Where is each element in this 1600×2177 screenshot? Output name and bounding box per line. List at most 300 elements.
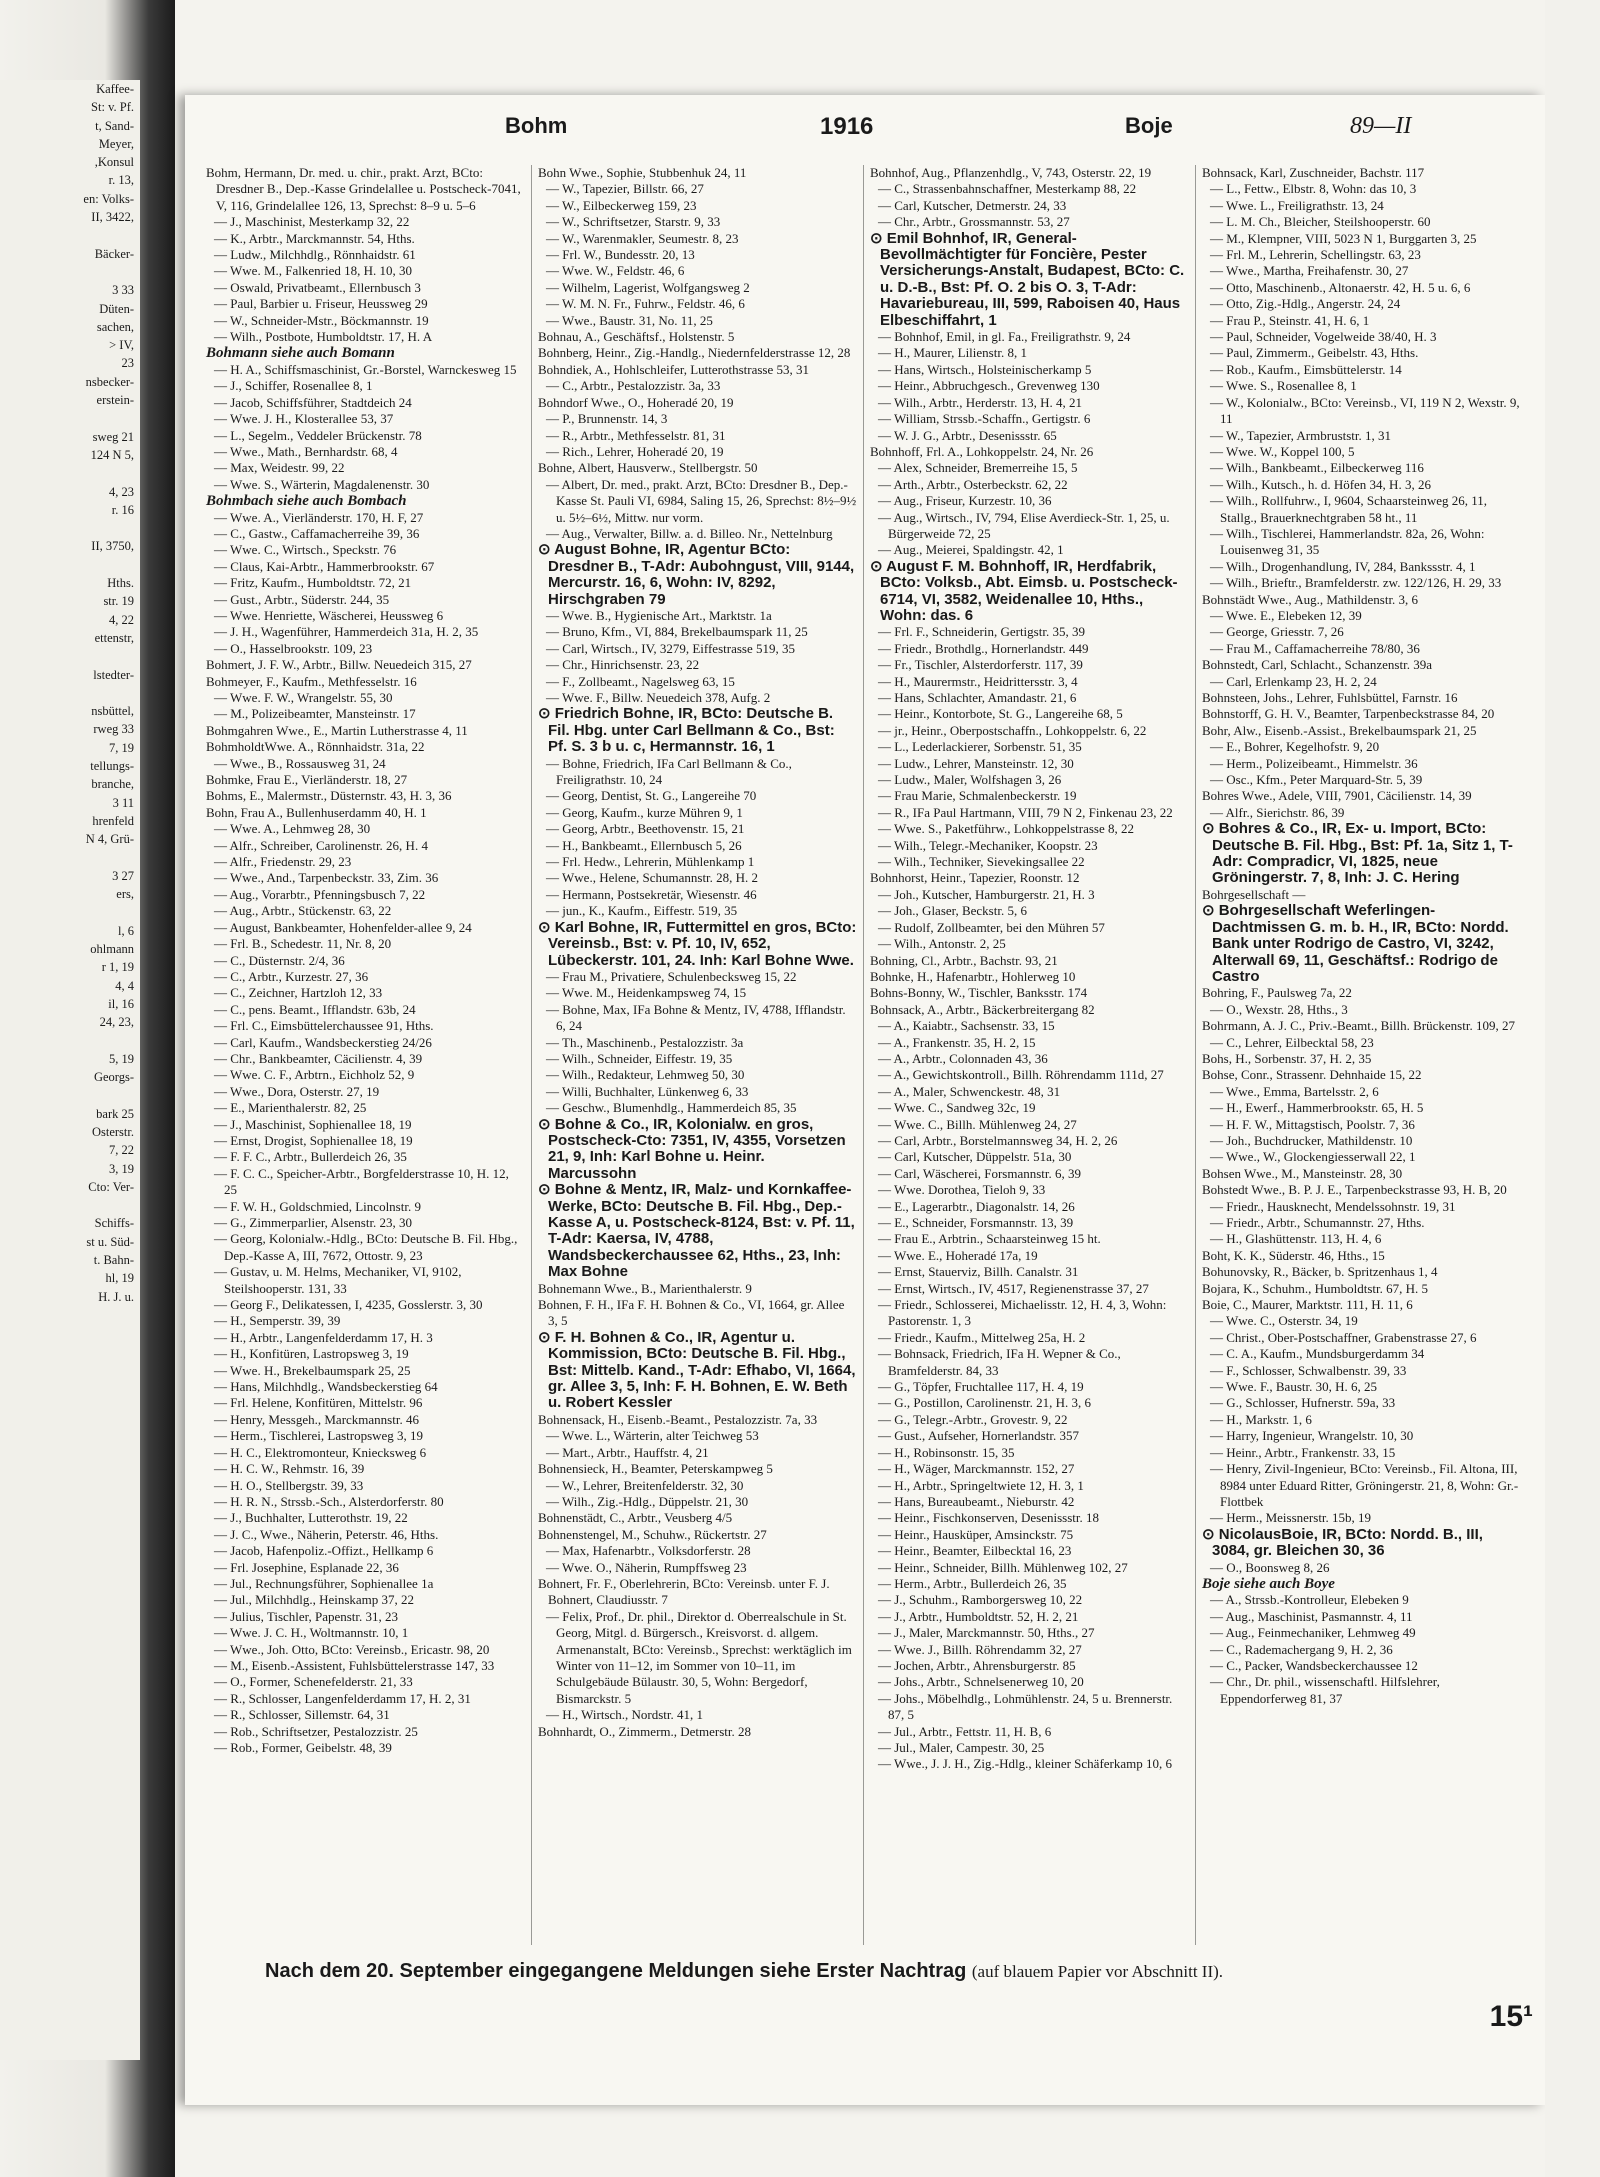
directory-entry: — H., Maurermstr., Heidrittersstr. 3, 4 bbox=[878, 673, 1078, 689]
directory-entry: — R., IFa Paul Hartmann, VIII, 79 N 2, Finkenau 23, 22 bbox=[878, 804, 1173, 820]
directory-entry: Bohring, F., Paulsweg 7a, 22 bbox=[1202, 985, 1352, 1001]
left-page-line: 3 11 bbox=[112, 795, 134, 810]
left-page-line bbox=[0, 464, 140, 482]
left-page-line: Cto: Ver- bbox=[88, 1179, 134, 1194]
directory-entry: — H. C., Elektromonteur, Kniecksweg 6 bbox=[214, 1444, 427, 1460]
directory-entry: — Wwe. C., Osterstr. 34, 19 bbox=[1210, 1313, 1358, 1329]
directory-entry: — Carl, Erlenkamp 23, H. 2, 24 bbox=[1210, 673, 1377, 689]
directory-entry: — Fritz, Kaufm., Humboldtstr. 72, 21 bbox=[214, 575, 412, 591]
directory-entry: — Alfr., Sierichstr. 86, 39 bbox=[1210, 804, 1345, 820]
left-page-line: N 4, Grü- bbox=[85, 832, 134, 847]
directory-entry: — Henry, Messgeh., Marckmannstr. 46 bbox=[214, 1411, 419, 1427]
directory-entry: — Wwe. F., Billw. Neuedeich 378, Aufg. 2 bbox=[546, 690, 771, 705]
directory-entry: — Ernst, Stauerviz, Billh. Canalstr. 31 bbox=[878, 1264, 1079, 1280]
left-page-line bbox=[0, 519, 140, 537]
directory-entry: — Frau M., Privatiere, Schulenbecksweg 15, 22 bbox=[546, 968, 797, 984]
directory-entry: ⊙ August Bohne, IR, Agentur BCto: Dresdner B., T-Adr: Aubohngust, VIII, 9144, Mercurstr. 16, 6, Wohn: IV, 8292, Hirschgraben 79 bbox=[538, 541, 855, 608]
directory-entry: — Wwe. W., Koppel 100, 5 bbox=[1210, 443, 1355, 459]
directory-entry: — William, Strssb.-Schaffn., Gertigstr. 6 bbox=[878, 411, 1091, 427]
directory-entry: — Carl, Kutscher, Detmerstr. 24, 33 bbox=[878, 197, 1067, 213]
left-page-line: Hths. bbox=[107, 576, 134, 591]
directory-entry: — R., Schlosser, Sillemstr. 64, 31 bbox=[214, 1707, 390, 1723]
running-header bbox=[200, 113, 1530, 153]
directory-entry: — Christ., Ober-Postschaffner, Grabenstrasse 27, 6 bbox=[1210, 1329, 1477, 1345]
directory-entry: — Wilh., Postbote, Humboldtstr. 17, H. A bbox=[214, 329, 433, 345]
directory-entry: — Alfr., Schreiber, Carolinenstr. 26, H. 4 bbox=[214, 837, 428, 853]
directory-entry: ⊙ Karl Bohne, IR, Futtermittel en gros, BCto: Vereinsb., Bst: v. Pf. 10, IV, 652, Lübeckerstr. 101, 24. Inh: Karl Bohne Wwe. bbox=[538, 918, 857, 969]
directory-entry: — H. F. W., Mittagstisch, Poolstr. 7, 36 bbox=[1210, 1116, 1415, 1132]
directory-entry: — Paul, Schneider, Vogelweide 38/40, H. 3 bbox=[1210, 329, 1437, 345]
directory-entry: — Frl. W., Bundesstr. 20, 13 bbox=[546, 247, 695, 263]
directory-entry: — Georg, Kolonialw.-Hdlg., BCto: Deutsche B. Fil. Hbg., Dep.-Kasse A, III, 7672, Ottostr. 9, 23 bbox=[214, 1231, 518, 1263]
directory-entry: — J., Arbtr., Humboldtstr. 52, H. 2, 21 bbox=[878, 1608, 1079, 1624]
directory-entry: — Geschw., Blumenhdlg., Hammerdeich 85, 35 bbox=[546, 1100, 797, 1116]
directory-entry: — Wwe. A., Vierländerstr. 170, H. F, 27 bbox=[214, 509, 424, 525]
directory-entry: — J. C., Wwe., Näherin, Peterstr. 46, Hths. bbox=[214, 1526, 439, 1542]
directory-entry: — Wilhelm, Lagerist, Wolfgangsweg 2 bbox=[546, 279, 750, 295]
directory-entry: Bohn Wwe., Sophie, Stubbenhuk 24, 11 bbox=[538, 165, 747, 180]
left-page-line: l, 6 bbox=[118, 923, 134, 938]
directory-entry: — M., Polizeibeamter, Mansteinstr. 17 bbox=[214, 706, 416, 722]
directory-entry: Bohnsteen, Johs., Lehrer, Fuhlsbüttel, Farnstr. 16 bbox=[1202, 690, 1458, 705]
directory-entry: — W., Tapezier, Billstr. 66, 27 bbox=[546, 181, 704, 197]
directory-entry: Boie, C., Maurer, Marktstr. 111, H. 11, 6 bbox=[1202, 1297, 1413, 1313]
directory-entry: Bohns-Bonny, W., Tischler, Banksstr. 174 bbox=[870, 985, 1088, 1001]
directory-entry: — Ludw., Lehrer, Mansteinstr. 12, 30 bbox=[878, 755, 1074, 771]
directory-entry: — Wwe., B., Rossausweg 31, 24 bbox=[214, 755, 386, 771]
left-page-line: 5, 19 bbox=[109, 1051, 134, 1066]
directory-entry: — Hans, Milchhdlg., Wandsbeckerstieg 64 bbox=[214, 1379, 438, 1395]
left-page-line: Kaffee- bbox=[96, 82, 134, 96]
directory-entry: — H., Ewerf., Hammerbrookstr. 65, H. 5 bbox=[1210, 1100, 1424, 1116]
directory-entry: — Julius, Tischler, Papenstr. 31, 23 bbox=[214, 1608, 399, 1624]
directory-entry: — Wwe. J. H., Klosterallee 53, 37 bbox=[214, 411, 394, 427]
directory-entry: — Georg, Arbtr., Beethovenstr. 15, 21 bbox=[546, 821, 745, 837]
directory-entry: — Bruno, Kfm., VI, 884, Brekelbaumspark 11, 25 bbox=[546, 624, 808, 640]
left-page-line: tellungs- bbox=[90, 758, 134, 773]
directory-entry: — Fr., Tischler, Alsterdorferstr. 117, 39 bbox=[878, 657, 1083, 673]
directory-entry: Bohmke, Frau E., Vierländerstr. 18, 27 bbox=[206, 772, 408, 788]
directory-entry: — Hans, Schlachter, Amandastr. 21, 6 bbox=[878, 690, 1077, 705]
directory-entry: — Bohnsack, Friedrich, IFa H. Wepner & Co., Bramfelderstr. 84, 33 bbox=[878, 1346, 1121, 1378]
directory-entry: — Jul., Arbtr., Fettstr. 11, H. B, 6 bbox=[878, 1723, 1052, 1739]
directory-entry: — Wilh., Techniker, Sievekingsallee 22 bbox=[878, 854, 1085, 870]
directory-entry: — Heinr., Beamter, Eilbecktal 16, 23 bbox=[878, 1543, 1072, 1559]
left-page-line: sachen, bbox=[96, 319, 134, 334]
directory-entry: Bohmeyer, F., Kaufm., Methfesselstr. 16 bbox=[206, 673, 417, 689]
directory-entry: — Hermann, Postsekretär, Wiesenstr. 46 bbox=[546, 886, 757, 902]
directory-entry: — Th., Maschinenb., Pestalozzistr. 3a bbox=[546, 1034, 744, 1050]
directory-entry: — Wwe. C., Sandweg 32c, 19 bbox=[878, 1100, 1036, 1116]
directory-entry: — Albert, Dr. med., prakt. Arzt, BCto: Dresdner B., Dep.-Kasse St. Pauli VI, 6984, Saling 15, 26, Sprechst: 8½–9½ u. 5½–6½, Mittw. nur vorm. bbox=[546, 476, 857, 525]
directory-entry: — K., Arbtr., Marckmannstr. 54, Hths. bbox=[214, 230, 415, 246]
directory-entry: Bohs, H., Sorbenstr. 37, H. 2, 35 bbox=[1202, 1050, 1372, 1066]
directory-entry: Bohstedt Wwe., B. P. J. E., Tarpenbeckstrasse 93, H. B, 20 bbox=[1202, 1182, 1507, 1198]
directory-entry: — Heinr., Abbruchgesch., Grevenweg 130 bbox=[878, 378, 1100, 394]
directory-entry: — C. A., Kaufm., Mundsburgerdamm 34 bbox=[1210, 1346, 1425, 1362]
directory-entry: Bohnstorff, G. H. V., Beamter, Tarpenbeckstrasse 84, 20 bbox=[1202, 706, 1495, 722]
directory-entry: — Henry, Zivil-Ingenieur, BCto: Vereinsb., Fil. Altona, III, 8984 unter Eduard Ritter, Gröningerstr. 21, 8, Wohn: Gr.-Flottbek bbox=[1210, 1461, 1519, 1509]
directory-entry: — Ernst, Wirtsch., IV, 4517, Regienenstrasse 37, 27 bbox=[878, 1280, 1149, 1296]
directory-entry: — Wilh., Redakteur, Lehmweg 50, 30 bbox=[546, 1067, 745, 1083]
directory-entry: ⊙ Bohne & Mentz, IR, Malz- und Kornkaffee-Werke, BCto: Deutsche B. Fil. Hbg., Dep.-Kasse A, u. Postscheck-8124, Bst: v. Pf. 11, T-Adr: Kaersa, IV, 4788, Wandsbeckerchaussee 62, Hths., 23, Inh: Max Bohne bbox=[538, 1181, 855, 1281]
directory-entry: — H., Wirtsch., Nordstr. 41, 1 bbox=[546, 1707, 704, 1723]
directory-entry: — W., Warenmakler, Seumestr. 8, 23 bbox=[546, 230, 739, 246]
left-page-line: Osterstr. bbox=[91, 1124, 134, 1139]
directory-entry: Bohnhoff, Frl. A., Lohkoppelstr. 24, Nr. 26 bbox=[870, 443, 1094, 459]
directory-entry: — Jacob, Schiffsführer, Stadtdeich 24 bbox=[214, 394, 412, 410]
left-page-line: st u. Süd- bbox=[86, 1234, 134, 1249]
directory-entry: Bohnberg, Heinr., Zig.-Handlg., Niedernfelderstrasse 12, 28 bbox=[538, 345, 851, 361]
directory-entry: — Alex, Schneider, Bremerreihe 15, 5 bbox=[878, 460, 1078, 476]
left-page-line bbox=[0, 226, 140, 244]
directory-entry: — Wwe., Math., Bernhardstr. 68, 4 bbox=[214, 443, 398, 459]
directory-entry: — Wwe. J., Billh. Röhrendamm 32, 27 bbox=[878, 1641, 1082, 1657]
directory-entry: — L., Lederlackierer, Sorbenstr. 51, 35 bbox=[878, 739, 1082, 755]
directory-entry: BohmholdtWwe. A., Rönnhaidstr. 31a, 22 bbox=[206, 739, 425, 755]
directory-entry: — J., Schiffer, Rosenallee 8, 1 bbox=[214, 378, 373, 394]
directory-entry: Bohunovsky, R., Bäcker, b. Spritzenhaus 1, 4 bbox=[1202, 1264, 1438, 1280]
directory-entry: — M., Eisenb.-Assistent, Fuhlsbüttelerstrasse 147, 33 bbox=[214, 1657, 495, 1673]
directory-entry: — A., Strssb.-Kontrolleur, Elebeken 9 bbox=[1210, 1592, 1409, 1608]
left-page-line: 24, 23, bbox=[99, 1015, 134, 1030]
directory-entry: Bohnensieck, H., Beamter, Peterskampweg 5 bbox=[538, 1461, 773, 1477]
directory-entry: — H., Semperstr. 39, 39 bbox=[214, 1313, 341, 1329]
directory-entry: Bohnensack, H., Eisenb.-Beamt., Pestalozzistr. 7a, 33 bbox=[538, 1411, 818, 1427]
directory-entry: — E., Bohrer, Kegelhofstr. 9, 20 bbox=[1210, 739, 1380, 755]
directory-entry: — Ludw., Maler, Wolfshagen 3, 26 bbox=[878, 772, 1062, 788]
directory-entry: — Ernst, Drogist, Sophienallee 18, 19 bbox=[214, 1132, 413, 1148]
directory-entry: — A., Frankenstr. 35, H. 2, 15 bbox=[878, 1034, 1036, 1050]
directory-entry: — Jochen, Arbtr., Ahrensburgerstr. 85 bbox=[878, 1657, 1076, 1673]
left-page-line: r. 13, bbox=[108, 173, 134, 188]
directory-entry: — Jul., Milchhdlg., Heinskamp 37, 22 bbox=[214, 1592, 415, 1608]
directory-entry: — O., Hasselbrookstr. 109, 23 bbox=[214, 640, 373, 656]
directory-entry: — R., Schlosser, Langenfelderdamm 17, H. 2, 31 bbox=[214, 1690, 471, 1706]
directory-entry: Bohm, Hermann, Dr. med. u. chir., prakt. Arzt, BCto: Dresdner B., Dep.-Kasse Grindelallee u. Postscheck-7041, V, 116, Grindelallee 126, 13, Sprechst: 8–9 u. 5–6 bbox=[206, 165, 521, 213]
directory-entry: — A., Gewichtskontroll., Billh. Röhrendamm 111d, 27 bbox=[878, 1067, 1164, 1083]
directory-entry: — W., Lehrer, Breitenfelderstr. 32, 30 bbox=[546, 1477, 744, 1493]
directory-entry: — C., Gastw., Caffamacherreihe 39, 36 bbox=[214, 525, 420, 541]
binding-gutter bbox=[0, 0, 175, 2177]
left-page-line: H. J. u. bbox=[98, 1289, 134, 1304]
left-page-line: St: v. Pf. bbox=[91, 100, 134, 115]
directory-entry: — H., Konfitüren, Lastropsweg 3, 19 bbox=[214, 1346, 409, 1362]
left-page-line: rweg 33 bbox=[93, 722, 134, 737]
directory-entry: — H. A., Schiffsmaschinist, Gr.-Borstel, Warnckesweg 15 bbox=[214, 361, 517, 377]
directory-entry: — O., Boonsweg 8, 26 bbox=[1210, 1559, 1330, 1575]
directory-entry: — C., pens. Beamt., Ifflandstr. 63b, 24 bbox=[214, 1001, 416, 1017]
directory-entry: — Georg, Kaufm., kurze Mühren 9, 1 bbox=[546, 804, 743, 820]
left-page-line bbox=[0, 647, 140, 665]
directory-entry: — Wwe. J. C. H., Woltmannstr. 10, 1 bbox=[214, 1625, 409, 1641]
directory-entry: Bohrmann, A. J. C., Priv.-Beamt., Billh. Brückenstr. 109, 27 bbox=[1202, 1018, 1515, 1034]
directory-entry: — W. J. G., Arbtr., Desenissstr. 65 bbox=[878, 427, 1057, 443]
directory-entry: — F. F. C., Arbtr., Bullerdeich 26, 35 bbox=[214, 1149, 407, 1165]
left-page-line: il, 16 bbox=[108, 996, 134, 1011]
directory-entry: Bohmann siehe auch Bomann bbox=[206, 345, 395, 362]
directory-entry: — Felix, Prof., Dr. phil., Direktor d. Oberrealschule in St. Georg, Mitgl. d. Bürgersch., Kreisvorst. d. allgem. Armenanstalt, BCto: Vereinsb., Sprechst: werktäglich im Winter von 11–12, im Sommer von 10–11, im Schulgebäude Bülaustr. 30, 5, Wohn: Bergedorf, Bismarckstr. 5 bbox=[546, 1608, 852, 1706]
directory-entry: — Wilh., Tischlerei, Hammerlandstr. 82a, 26, Wohn: Louisenweg 31, 35 bbox=[1210, 525, 1485, 558]
directory-entry: ⊙ Bohrgesellschaft Weferlingen-Dachtmissen G. m. b. H., IR, BCto: Nordd. Bank unter Rodrigo de Castro, VI, 3242, Alterwall 69, 11, Geschäftsf.: Rodrigo de Castro bbox=[1202, 902, 1509, 985]
directory-entry: — Oswald, Privatbeamt., Ellernbusch 3 bbox=[214, 279, 421, 295]
directory-entry: — H., Glashüttenstr. 113, H. 4, 6 bbox=[1210, 1231, 1382, 1247]
directory-entry: — Otto, Zig.-Hdlg., Angerstr. 24, 24 bbox=[1210, 296, 1401, 312]
directory-entry: — Wwe., And., Tarpenbeckstr. 33, Zim. 36 bbox=[214, 870, 439, 886]
directory-entry: — jr., Heinr., Oberpostschaffn., Lohkoppelstr. 6, 22 bbox=[878, 722, 1147, 738]
directory-entry: — Wwe. E., Elebeken 12, 39 bbox=[1210, 607, 1362, 623]
directory-entry: — Jul., Rechnungsführer, Sophienallee 1a bbox=[214, 1575, 434, 1591]
directory-entry: — F. W. H., Goldschmied, Lincolnstr. 9 bbox=[214, 1198, 421, 1214]
left-page-line: ,Konsul bbox=[94, 155, 134, 170]
directory-entry: ⊙ NicolausBoie, IR, BCto: Nordd. B., III, 3084, gr. Bleichen 30, 36 bbox=[1202, 1525, 1483, 1560]
directory-entry: — Otto, Maschinenb., Altonaerstr. 42, H. 5 u. 6, 6 bbox=[1210, 279, 1471, 295]
left-page-line: en: Volks- bbox=[83, 191, 134, 206]
directory-entry: — Carl, Kaufm., Wandsbeckerstieg 24/26 bbox=[214, 1034, 432, 1050]
directory-entry: — Hans, Bureaubeamt., Nieburstr. 42 bbox=[878, 1493, 1075, 1509]
left-page-line: 4, 23 bbox=[109, 484, 134, 499]
directory-entry: — Wwe. Dorothea, Tieloh 9, 33 bbox=[878, 1182, 1046, 1198]
directory-entry: — Wilh., Schneider, Eiffestr. 19, 35 bbox=[546, 1050, 733, 1066]
directory-entry: — Friedr., Schlosserei, Michaelisstr. 12, H. 4, 3, Wohn: Pastorenstr. 1, 3 bbox=[878, 1297, 1167, 1329]
directory-entry: — Wwe. L., Freiligrathstr. 13, 24 bbox=[1210, 197, 1384, 213]
directory-entry: — Frl. F., Schneiderin, Gertigstr. 35, 39 bbox=[878, 624, 1085, 640]
directory-entry: — Wwe., Joh. Otto, BCto: Vereinsb., Ericastr. 98, 20 bbox=[214, 1641, 490, 1657]
directory-entry: — Wwe. O., Näherin, Rumpffsweg 23 bbox=[546, 1559, 747, 1575]
directory-columns bbox=[200, 165, 1530, 1945]
directory-entry: Bohse, Conr., Strassenr. Dehnhaide 15, 22 bbox=[1202, 1067, 1422, 1083]
directory-entry: — O., Former, Schenefelderstr. 21, 33 bbox=[214, 1674, 413, 1690]
left-page-line: II, 3422, bbox=[91, 210, 134, 225]
directory-entry: Bohne, Albert, Hausverw., Stellbergstr. 50 bbox=[538, 460, 758, 476]
sheet-mark: 15¹ bbox=[1489, 2000, 1533, 2033]
directory-entry: — Wwe. L., Wärterin, alter Teichweg 53 bbox=[546, 1428, 759, 1444]
directory-entry: — Aug., Arbtr., Stückenstr. 63, 22 bbox=[214, 903, 392, 919]
directory-entry: — F., Zollbeamt., Nagelsweg 63, 15 bbox=[546, 673, 735, 689]
directory-entry: — Frau P., Steinstr. 41, H. 6, 1 bbox=[1210, 312, 1370, 328]
directory-entry: — August, Bankbeamter, Hohenfelder-allee 9, 24 bbox=[214, 919, 472, 935]
directory-entry: — Heinr., Hausküper, Amsinckstr. 75 bbox=[878, 1526, 1074, 1542]
left-page-line: ohlmann bbox=[90, 941, 134, 956]
left-page-line: Georgs- bbox=[93, 1070, 134, 1085]
directory-entry: Bohnemann Wwe., B., Marienthalerstr. 9 bbox=[538, 1280, 752, 1296]
directory-entry: — Carl, Wirtsch., IV, 3279, Eiffestrasse 519, 35 bbox=[546, 640, 795, 656]
directory-entry: — Friedr., Kaufm., Mittelweg 25a, H. 2 bbox=[878, 1329, 1086, 1345]
directory-entry: — Aug., Verwalter, Billw. a. d. Billeo. Nr., Nettelnburg bbox=[546, 525, 833, 541]
directory-entry: — jun., K., Kaufm., Eiffestr. 519, 35 bbox=[546, 903, 738, 919]
directory-entry: — Claus, Kai-Arbtr., Hammerbrookstr. 67 bbox=[214, 558, 435, 574]
directory-entry: — Heinr., Arbtr., Frankenstr. 33, 15 bbox=[1210, 1444, 1396, 1460]
directory-entry: — Wwe. C., Wirtsch., Speckstr. 76 bbox=[214, 542, 397, 558]
directory-entry: ⊙ Bohres & Co., IR, Ex- u. Import, BCto: Deutsche B. Fil. Hbg., Bst: Pf. 1a, Sitz 1, T-Adr: Compradicr, VI, 1825, neue Gröningerstr. 7, 8, Inh: J. C. Hering bbox=[1202, 820, 1513, 887]
directory-entry: ⊙ Emil Bohnhof, IR, General-Bevollmächtigter für Foncière, Pester Versicherungs-Anstalt, Budapest, BCto: C. u. D.-B., Bst: Pf. O. 2 bis O. 3, T-Adr: Havariebureau, III, 599, Raboisen 40, Haus Elbeschiffahrt, 1 bbox=[870, 229, 1185, 329]
directory-entry: — Heinr., Kontorbote, St. G., Langereihe 68, 5 bbox=[878, 706, 1123, 722]
directory-column-2 bbox=[532, 165, 864, 1945]
directory-entry: Bohmgahren Wwe., E., Martin Lutherstrasse 4, 11 bbox=[206, 722, 468, 738]
left-page-line: hl, 19 bbox=[105, 1271, 134, 1286]
directory-entry: — Paul, Barbier u. Friseur, Heussweg 29 bbox=[214, 296, 428, 312]
left-page-line bbox=[0, 263, 140, 281]
directory-entry: — Rudolf, Zollbeamter, bei den Mühren 57 bbox=[878, 919, 1105, 935]
directory-entry: Bohrgesellschaft — bbox=[1202, 886, 1306, 902]
left-page-line: ers, bbox=[116, 887, 134, 902]
left-page-line: t. Bahn- bbox=[93, 1253, 134, 1267]
directory-entry: — M., Klempner, VIII, 5023 N 1, Burggarten 3, 25 bbox=[1210, 230, 1477, 246]
directory-entry: — Wwe. S., Paketführw., Lohkoppelstrasse 8, 22 bbox=[878, 821, 1134, 837]
directory-entry: — Gust., Arbtr., Süderstr. 244, 35 bbox=[214, 591, 390, 607]
directory-entry: Bohnen, F. H., IFa F. H. Bohnen & Co., VI, 1664, gr. Allee 3, 5 bbox=[538, 1297, 845, 1329]
left-page-line: r. 16 bbox=[111, 502, 134, 517]
directory-entry: — Ludw., Milchhdlg., Rönnhaidstr. 61 bbox=[214, 247, 416, 263]
directory-entry: — Wwe., Baustr. 31, No. 11, 25 bbox=[546, 312, 713, 328]
left-page-line: II, 3750, bbox=[91, 539, 134, 554]
left-page-line: 4, 4 bbox=[115, 978, 134, 993]
directory-entry: — Hans, Wirtsch., Holsteinischerkamp 5 bbox=[878, 361, 1092, 377]
directory-entry: — Wwe. B., Hygienische Art., Marktstr. 1a bbox=[546, 607, 772, 623]
directory-entry: — L., Fettw., Elbstr. 8, Wohn: das 10, 3 bbox=[1210, 181, 1417, 197]
directory-entry: — Wwe. S., Rosenallee 8, 1 bbox=[1210, 378, 1357, 394]
directory-entry: — Frl. C., Eimsbüttelerchaussee 91, Hths. bbox=[214, 1018, 434, 1034]
directory-entry: — C., Arbtr., Kurzestr. 27, 36 bbox=[214, 968, 369, 984]
directory-entry: — O., Wexstr. 28, Hths., 3 bbox=[1210, 1001, 1348, 1017]
directory-entry: — Wilh., Zig.-Hdlg., Düppelstr. 21, 30 bbox=[546, 1493, 749, 1509]
directory-entry: — Osc., Kfm., Peter Marquard-Str. 5, 39 bbox=[1210, 772, 1423, 788]
right-margin bbox=[1545, 0, 1600, 2177]
left-page-line bbox=[0, 556, 140, 574]
directory-entry: — J., Schuhm., Ramborgersweg 10, 22 bbox=[878, 1592, 1083, 1608]
directory-entry: — Rob., Kaufm., Eimsbüttelerstr. 14 bbox=[1210, 361, 1402, 377]
left-page-line: Meyer, bbox=[98, 136, 134, 151]
directory-column-4 bbox=[1196, 165, 1528, 1945]
directory-entry: — H., Arbtr., Langenfelderdamm 17, H. 3 bbox=[214, 1329, 433, 1345]
directory-entry: — H., Wäger, Marckmannstr. 152, 27 bbox=[878, 1461, 1075, 1477]
directory-entry: — Willi, Buchhalter, Lünkenweg 6, 33 bbox=[546, 1083, 749, 1099]
left-page-line bbox=[0, 1086, 140, 1104]
directory-entry: — Gust., Aufseher, Hornerlandstr. 357 bbox=[878, 1428, 1079, 1444]
directory-entry: — G., Töpfer, Fruchtallee 117, H. 4, 19 bbox=[878, 1379, 1084, 1395]
directory-entry: Bohmert, J. F. W., Arbtr., Billw. Neuedeich 315, 27 bbox=[206, 657, 472, 673]
directory-entry: — P., Brunnenstr. 14, 3 bbox=[546, 411, 668, 427]
directory-entry: Bohning, Cl., Arbtr., Bachstr. 93, 21 bbox=[870, 952, 1058, 968]
directory-entry: — Frl. M., Lehrerin, Schellingstr. 63, 23 bbox=[1210, 247, 1421, 263]
left-page-line: erstein- bbox=[96, 393, 134, 408]
directory-entry: — C., Arbtr., Pestalozzistr. 3a, 33 bbox=[546, 378, 721, 394]
directory-entry: — J., Maschinist, Sophienallee 18, 19 bbox=[214, 1116, 412, 1132]
directory-entry: Bojara, K., Schuhm., Humboldtstr. 67, H. 5 bbox=[1202, 1280, 1429, 1296]
directory-entry: — Frl. Josephine, Esplanade 22, 36 bbox=[214, 1559, 399, 1575]
directory-entry: — Wwe., Dora, Osterstr. 27, 19 bbox=[214, 1083, 380, 1099]
directory-entry: — W., Eilbeckerweg 159, 23 bbox=[546, 197, 697, 213]
directory-entry: Bohnsack, A., Arbtr., Bäckerbreitergang 82 bbox=[870, 1001, 1095, 1017]
left-page-line: Bäcker- bbox=[94, 246, 134, 261]
directory-entry: — Herm., Polizeibeamt., Himmelstr. 36 bbox=[1210, 755, 1418, 771]
left-page-line: nsbüttel, bbox=[91, 704, 134, 719]
directory-entry: — W., Kolonialw., BCto: Vereinsb., VI, 119 N 2, Wexstr. 9, 11 bbox=[1210, 394, 1520, 427]
directory-entry: — Max, Hafenarbtr., Volksdorferstr. 28 bbox=[546, 1543, 751, 1559]
directory-entry: — Wilh., Rollfuhrw., I, 9604, Schaarsteinweg 26, 11, Stallg., Brauerknechtgraben 58 ht., 11 bbox=[1210, 493, 1488, 525]
directory-entry: — Carl, Arbtr., Borstelmannsweg 34, H. 2, 26 bbox=[878, 1132, 1118, 1148]
left-page-line: str. 19 bbox=[103, 594, 134, 609]
directory-entry: — Wilh., Bankbeamt., Eilbeckerweg 116 bbox=[1210, 460, 1424, 476]
directory-entry: — Wilh., Telegr.-Mechaniker, Koopstr. 23 bbox=[878, 837, 1098, 853]
directory-entry: — H. O., Stellbergstr. 39, 33 bbox=[214, 1477, 364, 1493]
left-page-line bbox=[0, 1196, 140, 1214]
directory-entry: — Bohne, Friedrich, IFa Carl Bellmann & Co., Freiligrathstr. 10, 24 bbox=[546, 755, 792, 788]
directory-entry: — G., Zimmerparlier, Alsenstr. 23, 30 bbox=[214, 1215, 413, 1230]
directory-entry: — H., Bankbeamt., Ellernbusch 5, 26 bbox=[546, 837, 742, 853]
directory-entry: — C., Packer, Wandsbeckerchaussee 12 bbox=[1210, 1657, 1418, 1673]
directory-entry: Bohr, Alw., Eisenb.-Assist., Brekelbaumspark 21, 25 bbox=[1202, 722, 1477, 738]
directory-entry: — Friedr., Brothdlg., Hornerlandstr. 449 bbox=[878, 640, 1089, 656]
directory-entry: — Wwe., J. J. H., Zig.-Hdlg., kleiner Schäferkamp 10, 6 bbox=[878, 1756, 1173, 1772]
directory-entry: Boht, K. K., Süderstr. 46, Hths., 15 bbox=[1202, 1247, 1385, 1263]
left-page-line: r 1, 19 bbox=[101, 960, 134, 975]
directory-entry: — G., Postillon, Carolinenstr. 21, H. 3, 6 bbox=[878, 1395, 1092, 1411]
directory-entry: — H., Arbtr., Springeltwiete 12, H. 3, 1 bbox=[878, 1477, 1084, 1493]
directory-entry: Bohnau, A., Geschäftsf., Holstenstr. 5 bbox=[538, 329, 735, 345]
directory-entry: — Rich., Lehrer, Hoheradé 20, 19 bbox=[546, 443, 724, 459]
directory-entry: — Frl. Helene, Konfitüren, Mittelstr. 96 bbox=[214, 1395, 423, 1411]
directory-entry: — Harry, Ingenieur, Wrangelstr. 10, 30 bbox=[1210, 1428, 1414, 1444]
directory-entry: Bohnstedt, Carl, Schlacht., Schanzenstr. 39a bbox=[1202, 657, 1432, 673]
directory-entry: — F. C. C., Speicher-Arbtr., Borgfelderstrasse 10, H. 12, 25 bbox=[214, 1165, 509, 1198]
directory-entry: — E., Marienthalerstr. 82, 25 bbox=[214, 1100, 367, 1116]
directory-entry: ⊙ F. H. Bohnen & Co., IR, Agentur u. Kommission, BCto: Deutsche B. Fil. Hbg., Bst: Mittelb. Kand., T-Adr: Efhabo, VI, 1664, gr. Allee 3, 5, Inh: F. H. Bohnen, E. W. Beth u. Robert Kessler bbox=[538, 1328, 856, 1412]
directory-entry: — R., Arbtr., Methfesselstr. 81, 31 bbox=[546, 427, 726, 443]
left-page-line bbox=[0, 848, 140, 866]
supplement-notice-note: (auf blauem Papier vor Abschnitt II). bbox=[971, 1962, 1224, 1981]
directory-entry: — C., Düsternstr. 2/4, 36 bbox=[214, 952, 345, 968]
directory-entry: — Frl. B., Schedestr. 11, Nr. 8, 20 bbox=[214, 936, 392, 952]
left-page-line: 7, 19 bbox=[109, 740, 134, 755]
directory-entry: Bohndiek, A., Hohlschleifer, Lutterothstrasse 53, 31 bbox=[538, 361, 809, 377]
directory-entry: — Wilh., Brieftr., Bramfelderstr. zw. 122/126, H. 29, 33 bbox=[1210, 575, 1502, 591]
directory-entry: — Chr., Hinrichsenstr. 23, 22 bbox=[546, 657, 700, 673]
directory-entry: — Jul., Maler, Campestr. 30, 25 bbox=[878, 1740, 1045, 1755]
directory-entry: — W., Tapezier, Armbruststr. 1, 31 bbox=[1210, 427, 1392, 443]
left-page-fragment bbox=[0, 80, 140, 2060]
directory-entry: — C., Zeichner, Hartzloh 12, 33 bbox=[214, 985, 383, 1001]
directory-entry: ⊙ Bohne & Co., IR, Kolonialw. en gros, Postscheck-Cto: 7351, IV, 4355, Vorsetzen 21, 9, Inh: Karl Bohne u. Heinr. Marcussohn bbox=[538, 1115, 846, 1182]
directory-entry: — W., Schneider-Mstr., Böckmannstr. 19 bbox=[214, 312, 429, 328]
directory-entry: — Carl, Kutscher, Düppelstr. 51a, 30 bbox=[878, 1149, 1072, 1165]
directory-entry: — Wwe. C. F., Arbtrn., Eichholz 52, 9 bbox=[214, 1067, 415, 1083]
directory-entry: — Mart., Arbtr., Hauffstr. 4, 21 bbox=[546, 1444, 709, 1460]
directory-entry: — Wwe. C., Billh. Mühlenweg 24, 27 bbox=[878, 1116, 1077, 1132]
directory-entry: — Wilh., Antonstr. 2, 25 bbox=[878, 936, 1006, 952]
directory-entry: — Herm., Arbtr., Bullerdeich 26, 35 bbox=[878, 1575, 1067, 1591]
directory-entry: — E., Lagerarbtr., Diagonalstr. 14, 26 bbox=[878, 1198, 1075, 1214]
directory-entry: — Herm., Meissnerstr. 15b, 19 bbox=[1210, 1510, 1372, 1526]
directory-entry: — Wwe. M., Heidenkampsweg 74, 15 bbox=[546, 985, 747, 1001]
directory-entry: Bohndorf Wwe., O., Hoheradé 20, 19 bbox=[538, 394, 734, 410]
directory-entry: Boje siehe auch Boye bbox=[1202, 1575, 1335, 1592]
directory-entry: — Johs., Möbelhdlg., Lohmühlenstr. 24, 5 u. Brennerstr. 87, 5 bbox=[878, 1690, 1173, 1723]
directory-entry: — A., Arbtr., Colonnaden 43, 36 bbox=[878, 1050, 1048, 1066]
left-page-line: > IV, bbox=[109, 338, 134, 353]
directory-entry: Bohnstädt Wwe., Aug., Mathildenstr. 3, 6 bbox=[1202, 591, 1419, 607]
directory-entry: — W., Schriftsetzer, Starstr. 9, 33 bbox=[546, 214, 721, 230]
directory-entry: — Georg, Dentist, St. G., Langereihe 70 bbox=[546, 788, 757, 804]
supplement-notice-text: Nach dem 20. September eingegangene Meldungen siehe Erster Nachtrag bbox=[265, 1960, 967, 1982]
directory-entry: — Friedr., Arbtr., Schumannstr. 27, Hths. bbox=[1210, 1215, 1425, 1230]
directory-entry: — Friedr., Hausknecht, Mendelssohnstr. 19, 31 bbox=[1210, 1198, 1456, 1214]
directory-entry: Bohnke, H., Hafenarbtr., Hohlerweg 10 bbox=[870, 968, 1076, 984]
left-page-line: t, Sand- bbox=[95, 118, 134, 133]
directory-entry: Bohn, Frau A., Bullenhuserdamm 40, H. 1 bbox=[206, 804, 427, 820]
directory-entry: Bohms, E., Malermstr., Düsternstr. 43, H. 3, 36 bbox=[206, 788, 452, 804]
directory-entry: — Joh., Kutscher, Hamburgerstr. 21, H. 3 bbox=[878, 886, 1095, 902]
